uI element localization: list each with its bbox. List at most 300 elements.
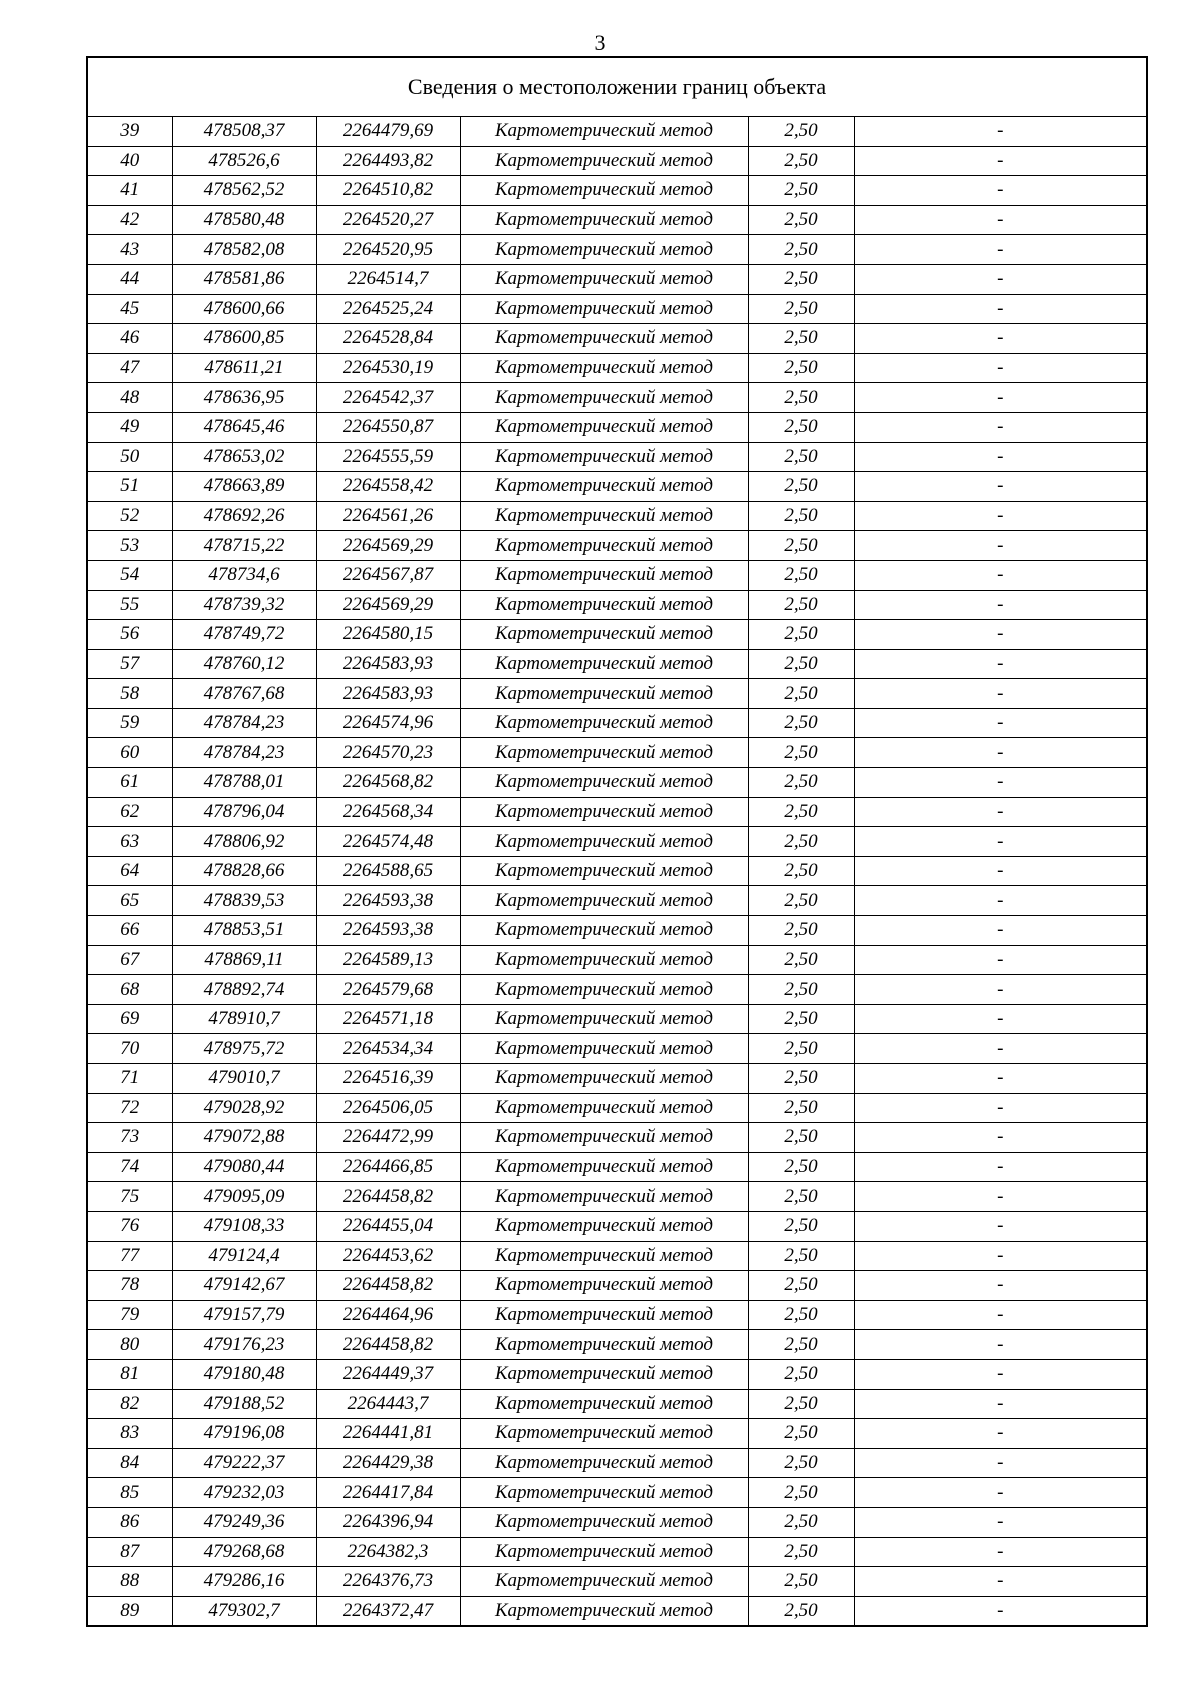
table-row [87, 1182, 1147, 1212]
method-cell: Картометрический метод [460, 324, 748, 354]
description-cell: - [854, 590, 1147, 620]
x-coordinate-cell: 478839,53 [172, 886, 316, 916]
point-number-cell: 77 [87, 1241, 172, 1271]
description-cell: - [854, 531, 1147, 561]
x-coordinate-cell: 478692,26 [172, 501, 316, 531]
table-row [87, 176, 1147, 206]
x-coordinate-cell: 479010,7 [172, 1064, 316, 1094]
x-coordinate-cell: 479188,52 [172, 1389, 316, 1419]
description-cell: - [854, 1537, 1147, 1567]
point-number-cell: 88 [87, 1567, 172, 1597]
method-cell: Картометрический метод [460, 590, 748, 620]
accuracy-cell: 2,50 [748, 1389, 854, 1419]
x-coordinate-cell: 478653,02 [172, 442, 316, 472]
description-cell: - [854, 649, 1147, 679]
description-cell: - [854, 797, 1147, 827]
accuracy-cell: 2,50 [748, 383, 854, 413]
x-coordinate-cell: 478663,89 [172, 472, 316, 502]
x-coordinate-cell: 478788,01 [172, 768, 316, 798]
y-coordinate-cell: 2264583,93 [316, 649, 460, 679]
point-number-cell: 54 [87, 560, 172, 590]
table-row [87, 1507, 1147, 1537]
table-row [87, 1064, 1147, 1094]
description-cell: - [854, 1419, 1147, 1449]
accuracy-cell: 2,50 [748, 501, 854, 531]
table-row [87, 708, 1147, 738]
accuracy-cell: 2,50 [748, 1152, 854, 1182]
point-number-cell: 84 [87, 1448, 172, 1478]
point-number-cell: 85 [87, 1478, 172, 1508]
accuracy-cell: 2,50 [748, 560, 854, 590]
accuracy-cell: 2,50 [748, 1093, 854, 1123]
method-cell: Картометрический метод [460, 1330, 748, 1360]
y-coordinate-cell: 2264528,84 [316, 324, 460, 354]
table-row [87, 768, 1147, 798]
table-row [87, 1596, 1147, 1626]
y-coordinate-cell: 2264472,99 [316, 1123, 460, 1153]
point-number-cell: 50 [87, 442, 172, 472]
x-coordinate-cell: 478784,23 [172, 708, 316, 738]
description-cell: - [854, 886, 1147, 916]
method-cell: Картометрический метод [460, 1448, 748, 1478]
x-coordinate-cell: 478739,32 [172, 590, 316, 620]
x-coordinate-cell: 478784,23 [172, 738, 316, 768]
x-coordinate-cell: 479080,44 [172, 1152, 316, 1182]
method-cell: Картометрический метод [460, 1537, 748, 1567]
method-cell: Картометрический метод [460, 501, 748, 531]
y-coordinate-cell: 2264569,29 [316, 531, 460, 561]
table-row [87, 412, 1147, 442]
y-coordinate-cell: 2264443,7 [316, 1389, 460, 1419]
method-cell: Картометрический метод [460, 205, 748, 235]
method-cell: Картометрический метод [460, 1596, 748, 1626]
table-row [87, 146, 1147, 176]
point-number-cell: 61 [87, 768, 172, 798]
description-cell: - [854, 235, 1147, 265]
y-coordinate-cell: 2264458,82 [316, 1271, 460, 1301]
description-cell: - [854, 412, 1147, 442]
x-coordinate-cell: 478796,04 [172, 797, 316, 827]
y-coordinate-cell: 2264588,65 [316, 856, 460, 886]
point-number-cell: 82 [87, 1389, 172, 1419]
y-coordinate-cell: 2264574,48 [316, 827, 460, 857]
method-cell: Картометрический метод [460, 1064, 748, 1094]
method-cell: Картометрический метод [460, 1300, 748, 1330]
table-row [87, 560, 1147, 590]
accuracy-cell: 2,50 [748, 886, 854, 916]
x-coordinate-cell: 478760,12 [172, 649, 316, 679]
description-cell: - [854, 1271, 1147, 1301]
table-row [87, 827, 1147, 857]
method-cell: Картометрический метод [460, 264, 748, 294]
table-row [87, 531, 1147, 561]
method-cell: Картометрический метод [460, 383, 748, 413]
x-coordinate-cell: 478806,92 [172, 827, 316, 857]
description-cell: - [854, 353, 1147, 383]
method-cell: Картометрический метод [460, 945, 748, 975]
y-coordinate-cell: 2264568,82 [316, 768, 460, 798]
method-cell: Картометрический метод [460, 1034, 748, 1064]
x-coordinate-cell: 478582,08 [172, 235, 316, 265]
point-number-cell: 52 [87, 501, 172, 531]
method-cell: Картометрический метод [460, 679, 748, 709]
method-cell: Картометрический метод [460, 649, 748, 679]
accuracy-cell: 2,50 [748, 1211, 854, 1241]
x-coordinate-cell: 478581,86 [172, 264, 316, 294]
accuracy-cell: 2,50 [748, 679, 854, 709]
accuracy-cell: 2,50 [748, 708, 854, 738]
point-number-cell: 62 [87, 797, 172, 827]
accuracy-cell: 2,50 [748, 324, 854, 354]
point-number-cell: 79 [87, 1300, 172, 1330]
y-coordinate-cell: 2264558,42 [316, 472, 460, 502]
point-number-cell: 47 [87, 353, 172, 383]
point-number-cell: 53 [87, 531, 172, 561]
description-cell: - [854, 117, 1147, 147]
y-coordinate-cell: 2264372,47 [316, 1596, 460, 1626]
description-cell: - [854, 708, 1147, 738]
x-coordinate-cell: 479196,08 [172, 1419, 316, 1449]
description-cell: - [854, 264, 1147, 294]
point-number-cell: 55 [87, 590, 172, 620]
description-cell: - [854, 1211, 1147, 1241]
accuracy-cell: 2,50 [748, 1300, 854, 1330]
table-row [87, 324, 1147, 354]
method-cell: Картометрический метод [460, 1093, 748, 1123]
description-cell: - [854, 1507, 1147, 1537]
x-coordinate-cell: 478636,95 [172, 383, 316, 413]
point-number-cell: 89 [87, 1596, 172, 1626]
method-cell: Картометрический метод [460, 353, 748, 383]
description-cell: - [854, 442, 1147, 472]
accuracy-cell: 2,50 [748, 1596, 854, 1626]
boundary-table [86, 56, 1148, 1627]
method-cell: Картометрический метод [460, 797, 748, 827]
table-row [87, 916, 1147, 946]
x-coordinate-cell: 478508,37 [172, 117, 316, 147]
method-cell: Картометрический метод [460, 768, 748, 798]
table-row [87, 1093, 1147, 1123]
description-cell: - [854, 146, 1147, 176]
table-body [87, 57, 1147, 1626]
accuracy-cell: 2,50 [748, 620, 854, 650]
description-cell: - [854, 1123, 1147, 1153]
point-number-cell: 40 [87, 146, 172, 176]
point-number-cell: 51 [87, 472, 172, 502]
accuracy-cell: 2,50 [748, 1419, 854, 1449]
method-cell: Картометрический метод [460, 412, 748, 442]
x-coordinate-cell: 479157,79 [172, 1300, 316, 1330]
y-coordinate-cell: 2264570,23 [316, 738, 460, 768]
table-row [87, 1152, 1147, 1182]
x-coordinate-cell: 478828,66 [172, 856, 316, 886]
y-coordinate-cell: 2264429,38 [316, 1448, 460, 1478]
x-coordinate-cell: 479108,33 [172, 1211, 316, 1241]
x-coordinate-cell: 478526,6 [172, 146, 316, 176]
y-coordinate-cell: 2264567,87 [316, 560, 460, 590]
description-cell: - [854, 827, 1147, 857]
y-coordinate-cell: 2264455,04 [316, 1211, 460, 1241]
accuracy-cell: 2,50 [748, 590, 854, 620]
x-coordinate-cell: 478580,48 [172, 205, 316, 235]
accuracy-cell: 2,50 [748, 1123, 854, 1153]
x-coordinate-cell: 478767,68 [172, 679, 316, 709]
table-row [87, 1004, 1147, 1034]
y-coordinate-cell: 2264583,93 [316, 679, 460, 709]
table-row [87, 975, 1147, 1005]
point-number-cell: 44 [87, 264, 172, 294]
accuracy-cell: 2,50 [748, 827, 854, 857]
x-coordinate-cell: 479176,23 [172, 1330, 316, 1360]
accuracy-cell: 2,50 [748, 1507, 854, 1537]
y-coordinate-cell: 2264516,39 [316, 1064, 460, 1094]
accuracy-cell: 2,50 [748, 1478, 854, 1508]
x-coordinate-cell: 478910,7 [172, 1004, 316, 1034]
point-number-cell: 63 [87, 827, 172, 857]
table-row [87, 235, 1147, 265]
table-row [87, 1567, 1147, 1597]
y-coordinate-cell: 2264376,73 [316, 1567, 460, 1597]
point-number-cell: 70 [87, 1034, 172, 1064]
table-row [87, 1359, 1147, 1389]
method-cell: Картометрический метод [460, 1123, 748, 1153]
description-cell: - [854, 472, 1147, 502]
y-coordinate-cell: 2264555,59 [316, 442, 460, 472]
table-row [87, 679, 1147, 709]
accuracy-cell: 2,50 [748, 649, 854, 679]
description-cell: - [854, 1478, 1147, 1508]
y-coordinate-cell: 2264568,34 [316, 797, 460, 827]
point-number-cell: 58 [87, 679, 172, 709]
method-cell: Картометрический метод [460, 1389, 748, 1419]
description-cell: - [854, 768, 1147, 798]
y-coordinate-cell: 2264479,69 [316, 117, 460, 147]
accuracy-cell: 2,50 [748, 264, 854, 294]
x-coordinate-cell: 479072,88 [172, 1123, 316, 1153]
y-coordinate-cell: 2264550,87 [316, 412, 460, 442]
accuracy-cell: 2,50 [748, 235, 854, 265]
table-row [87, 649, 1147, 679]
accuracy-cell: 2,50 [748, 1330, 854, 1360]
method-cell: Картометрический метод [460, 708, 748, 738]
accuracy-cell: 2,50 [748, 738, 854, 768]
y-coordinate-cell: 2264493,82 [316, 146, 460, 176]
y-coordinate-cell: 2264571,18 [316, 1004, 460, 1034]
table-row [87, 353, 1147, 383]
method-cell: Картометрический метод [460, 1478, 748, 1508]
y-coordinate-cell: 2264530,19 [316, 353, 460, 383]
point-number-cell: 46 [87, 324, 172, 354]
y-coordinate-cell: 2264453,62 [316, 1241, 460, 1271]
method-cell: Картометрический метод [460, 1182, 748, 1212]
table-title: Сведения о местоположении границ объекта [87, 57, 1147, 117]
method-cell: Картометрический метод [460, 560, 748, 590]
table-row [87, 886, 1147, 916]
x-coordinate-cell: 479142,67 [172, 1271, 316, 1301]
table-row [87, 383, 1147, 413]
x-coordinate-cell: 478749,72 [172, 620, 316, 650]
description-cell: - [854, 383, 1147, 413]
accuracy-cell: 2,50 [748, 856, 854, 886]
method-cell: Картометрический метод [460, 620, 748, 650]
point-number-cell: 41 [87, 176, 172, 206]
method-cell: Картометрический метод [460, 146, 748, 176]
description-cell: - [854, 1448, 1147, 1478]
accuracy-cell: 2,50 [748, 1448, 854, 1478]
point-number-cell: 57 [87, 649, 172, 679]
page-number: 3 [594, 30, 606, 55]
table-row [87, 856, 1147, 886]
point-number-cell: 48 [87, 383, 172, 413]
x-coordinate-cell: 478715,22 [172, 531, 316, 561]
y-coordinate-cell: 2264580,15 [316, 620, 460, 650]
table-row [87, 442, 1147, 472]
point-number-cell: 78 [87, 1271, 172, 1301]
point-number-cell: 59 [87, 708, 172, 738]
method-cell: Картометрический метод [460, 176, 748, 206]
x-coordinate-cell: 478975,72 [172, 1034, 316, 1064]
table-row [87, 1211, 1147, 1241]
accuracy-cell: 2,50 [748, 797, 854, 827]
method-cell: Картометрический метод [460, 531, 748, 561]
accuracy-cell: 2,50 [748, 768, 854, 798]
x-coordinate-cell: 479268,68 [172, 1537, 316, 1567]
x-coordinate-cell: 479249,36 [172, 1507, 316, 1537]
x-coordinate-cell: 479095,09 [172, 1182, 316, 1212]
accuracy-cell: 2,50 [748, 945, 854, 975]
point-number-cell: 83 [87, 1419, 172, 1449]
point-number-cell: 49 [87, 412, 172, 442]
accuracy-cell: 2,50 [748, 146, 854, 176]
y-coordinate-cell: 2264382,3 [316, 1537, 460, 1567]
method-cell: Картометрический метод [460, 294, 748, 324]
x-coordinate-cell: 479302,7 [172, 1596, 316, 1626]
y-coordinate-cell: 2264525,24 [316, 294, 460, 324]
y-coordinate-cell: 2264561,26 [316, 501, 460, 531]
y-coordinate-cell: 2264441,81 [316, 1419, 460, 1449]
method-cell: Картометрический метод [460, 1211, 748, 1241]
table-row [87, 1123, 1147, 1153]
method-cell: Картометрический метод [460, 1271, 748, 1301]
y-coordinate-cell: 2264589,13 [316, 945, 460, 975]
point-number-cell: 72 [87, 1093, 172, 1123]
table-row [87, 1271, 1147, 1301]
description-cell: - [854, 324, 1147, 354]
y-coordinate-cell: 2264396,94 [316, 1507, 460, 1537]
method-cell: Картометрический метод [460, 1152, 748, 1182]
y-coordinate-cell: 2264520,27 [316, 205, 460, 235]
point-number-cell: 45 [87, 294, 172, 324]
point-number-cell: 64 [87, 856, 172, 886]
table-row [87, 945, 1147, 975]
table-row [87, 294, 1147, 324]
accuracy-cell: 2,50 [748, 294, 854, 324]
table-row [87, 1537, 1147, 1567]
description-cell: - [854, 1004, 1147, 1034]
point-number-cell: 80 [87, 1330, 172, 1360]
accuracy-cell: 2,50 [748, 353, 854, 383]
table-row [87, 620, 1147, 650]
table-row [87, 1389, 1147, 1419]
description-cell: - [854, 1596, 1147, 1626]
description-cell: - [854, 738, 1147, 768]
method-cell: Картометрический метод [460, 1419, 748, 1449]
point-number-cell: 75 [87, 1182, 172, 1212]
table-title-row [87, 57, 1147, 117]
accuracy-cell: 2,50 [748, 1064, 854, 1094]
x-coordinate-cell: 478611,21 [172, 353, 316, 383]
point-number-cell: 65 [87, 886, 172, 916]
y-coordinate-cell: 2264520,95 [316, 235, 460, 265]
y-coordinate-cell: 2264458,82 [316, 1330, 460, 1360]
x-coordinate-cell: 479180,48 [172, 1359, 316, 1389]
description-cell: - [854, 1567, 1147, 1597]
accuracy-cell: 2,50 [748, 442, 854, 472]
table-row [87, 738, 1147, 768]
point-number-cell: 43 [87, 235, 172, 265]
y-coordinate-cell: 2264466,85 [316, 1152, 460, 1182]
point-number-cell: 56 [87, 620, 172, 650]
table-row [87, 501, 1147, 531]
x-coordinate-cell: 478645,46 [172, 412, 316, 442]
point-number-cell: 69 [87, 1004, 172, 1034]
y-coordinate-cell: 2264449,37 [316, 1359, 460, 1389]
y-coordinate-cell: 2264579,68 [316, 975, 460, 1005]
accuracy-cell: 2,50 [748, 1034, 854, 1064]
method-cell: Картометрический метод [460, 738, 748, 768]
point-number-cell: 73 [87, 1123, 172, 1153]
method-cell: Картометрический метод [460, 1241, 748, 1271]
description-cell: - [854, 975, 1147, 1005]
description-cell: - [854, 1034, 1147, 1064]
accuracy-cell: 2,50 [748, 975, 854, 1005]
description-cell: - [854, 1152, 1147, 1182]
method-cell: Картометрический метод [460, 1567, 748, 1597]
accuracy-cell: 2,50 [748, 1271, 854, 1301]
table-row [87, 205, 1147, 235]
x-coordinate-cell: 479124,4 [172, 1241, 316, 1271]
y-coordinate-cell: 2264417,84 [316, 1478, 460, 1508]
table-row [87, 1300, 1147, 1330]
accuracy-cell: 2,50 [748, 412, 854, 442]
table-row [87, 1241, 1147, 1271]
point-number-cell: 66 [87, 916, 172, 946]
description-cell: - [854, 620, 1147, 650]
point-number-cell: 42 [87, 205, 172, 235]
table-row [87, 1034, 1147, 1064]
point-number-cell: 86 [87, 1507, 172, 1537]
description-cell: - [854, 679, 1147, 709]
x-coordinate-cell: 479222,37 [172, 1448, 316, 1478]
x-coordinate-cell: 478853,51 [172, 916, 316, 946]
method-cell: Картометрический метод [460, 472, 748, 502]
y-coordinate-cell: 2264574,96 [316, 708, 460, 738]
accuracy-cell: 2,50 [748, 1182, 854, 1212]
description-cell: - [854, 560, 1147, 590]
description-cell: - [854, 945, 1147, 975]
accuracy-cell: 2,50 [748, 1537, 854, 1567]
description-cell: - [854, 1389, 1147, 1419]
table-row [87, 797, 1147, 827]
point-number-cell: 60 [87, 738, 172, 768]
table-row [87, 472, 1147, 502]
description-cell: - [854, 1359, 1147, 1389]
y-coordinate-cell: 2264506,05 [316, 1093, 460, 1123]
method-cell: Картометрический метод [460, 916, 748, 946]
point-number-cell: 81 [87, 1359, 172, 1389]
y-coordinate-cell: 2264534,34 [316, 1034, 460, 1064]
method-cell: Картометрический метод [460, 1004, 748, 1034]
